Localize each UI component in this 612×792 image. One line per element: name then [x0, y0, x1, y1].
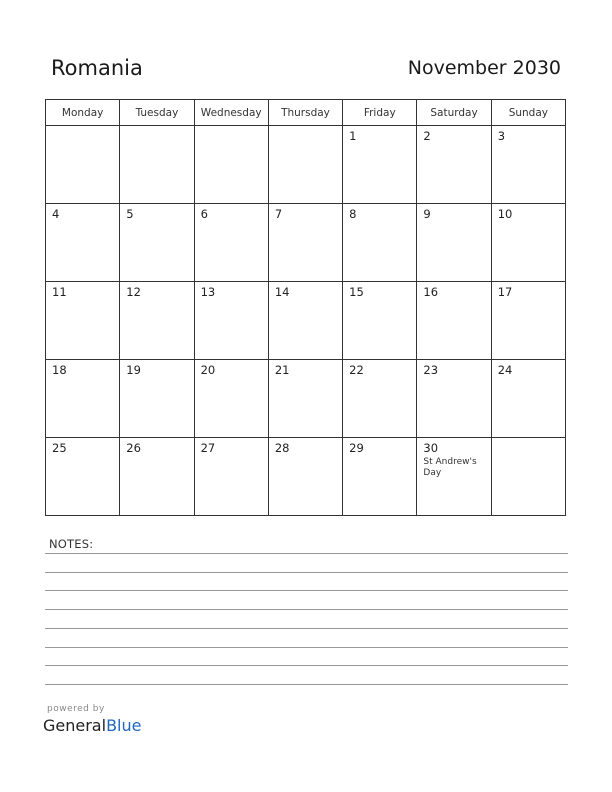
day-number: 12	[126, 285, 141, 299]
holiday-label: St Andrew's Day	[423, 457, 477, 478]
day-cell[interactable]	[343, 360, 417, 438]
day-cell[interactable]	[46, 126, 120, 204]
day-cell[interactable]	[194, 282, 268, 360]
day-number: 27	[200, 441, 216, 455]
day-number: 17	[497, 285, 513, 299]
week-row	[46, 360, 566, 438]
day-cell[interactable]	[268, 126, 342, 204]
day-cell[interactable]	[120, 438, 194, 516]
day-number: 18	[52, 363, 67, 377]
day-number: 9	[423, 207, 431, 221]
weekday-header: Thursday	[268, 100, 342, 126]
calendar-grid	[45, 99, 566, 516]
day-cell[interactable]	[268, 282, 342, 360]
day-number: 28	[274, 441, 290, 455]
day-number: 26	[126, 441, 141, 455]
day-cell[interactable]	[194, 438, 268, 516]
week-row	[46, 282, 566, 360]
day-cell[interactable]	[491, 204, 565, 282]
weekday-header: Friday	[343, 100, 417, 126]
note-line	[45, 665, 568, 666]
note-line	[45, 647, 568, 648]
weekday-header-row	[46, 100, 566, 126]
day-number: 6	[200, 207, 208, 221]
note-line	[45, 572, 568, 573]
weekday-header: Saturday	[417, 100, 491, 126]
day-cell[interactable]	[194, 204, 268, 282]
day-cell[interactable]	[417, 438, 491, 516]
day-cell[interactable]	[46, 360, 120, 438]
day-number: 30	[423, 441, 439, 455]
day-number: 5	[126, 207, 134, 221]
country-title: Romania	[51, 56, 143, 80]
day-number: 23	[423, 363, 439, 377]
day-number: 13	[200, 285, 216, 299]
day-cell[interactable]	[194, 126, 268, 204]
day-cell[interactable]	[417, 204, 491, 282]
note-line	[45, 684, 568, 685]
note-line	[45, 590, 568, 591]
week-row	[46, 126, 566, 204]
day-number: 21	[274, 363, 290, 377]
day-cell[interactable]	[120, 204, 194, 282]
day-number: 24	[497, 363, 513, 377]
day-cell[interactable]	[417, 360, 491, 438]
day-cell[interactable]	[268, 438, 342, 516]
day-cell[interactable]	[268, 204, 342, 282]
day-cell[interactable]	[120, 360, 194, 438]
day-number: 11	[52, 285, 67, 299]
day-number: 1	[349, 129, 357, 143]
day-cell[interactable]	[343, 204, 417, 282]
day-cell[interactable]	[194, 360, 268, 438]
day-number: 7	[274, 207, 283, 221]
day-number: 2	[423, 129, 431, 143]
note-line	[45, 553, 568, 554]
weekday-header: Wednesday	[194, 100, 268, 126]
day-cell[interactable]	[120, 126, 194, 204]
day-cell[interactable]	[491, 126, 565, 204]
notes-label: NOTES:	[49, 537, 94, 551]
brand-blue: Blue	[106, 716, 142, 735]
powered-by-text: powered by	[47, 704, 105, 714]
day-number: 15	[349, 285, 364, 299]
day-cell[interactable]	[343, 438, 417, 516]
day-cell[interactable]	[120, 282, 194, 360]
week-row	[46, 204, 566, 282]
day-cell[interactable]	[268, 360, 342, 438]
day-cell[interactable]	[46, 282, 120, 360]
week-row	[46, 438, 566, 516]
day-number: 14	[274, 285, 290, 299]
month-year-title: November 2030	[407, 57, 561, 79]
day-cell[interactable]	[343, 282, 417, 360]
day-number: 29	[349, 441, 364, 455]
day-number: 4	[52, 207, 60, 221]
day-cell[interactable]	[46, 438, 120, 516]
note-line	[45, 609, 568, 610]
day-number: 16	[423, 285, 439, 299]
day-cell[interactable]	[491, 360, 565, 438]
day-number: 20	[200, 363, 216, 377]
day-number: 3	[497, 129, 506, 143]
day-cell[interactable]	[491, 282, 565, 360]
day-number: 22	[349, 363, 364, 377]
weekday-header: Sunday	[491, 100, 565, 126]
generalblue-logo[interactable]	[43, 716, 141, 735]
day-cell[interactable]	[46, 204, 120, 282]
note-line	[45, 628, 568, 629]
weekday-header: Tuesday	[120, 100, 194, 126]
day-cell[interactable]	[417, 126, 491, 204]
day-cell[interactable]	[417, 282, 491, 360]
day-cell[interactable]	[343, 126, 417, 204]
brand-general: General	[43, 716, 107, 735]
day-number: 8	[349, 207, 357, 221]
weekday-header: Monday	[46, 100, 120, 126]
day-number: 10	[497, 207, 513, 221]
day-number: 19	[126, 363, 141, 377]
day-number: 25	[52, 441, 67, 455]
day-cell[interactable]	[491, 438, 565, 516]
